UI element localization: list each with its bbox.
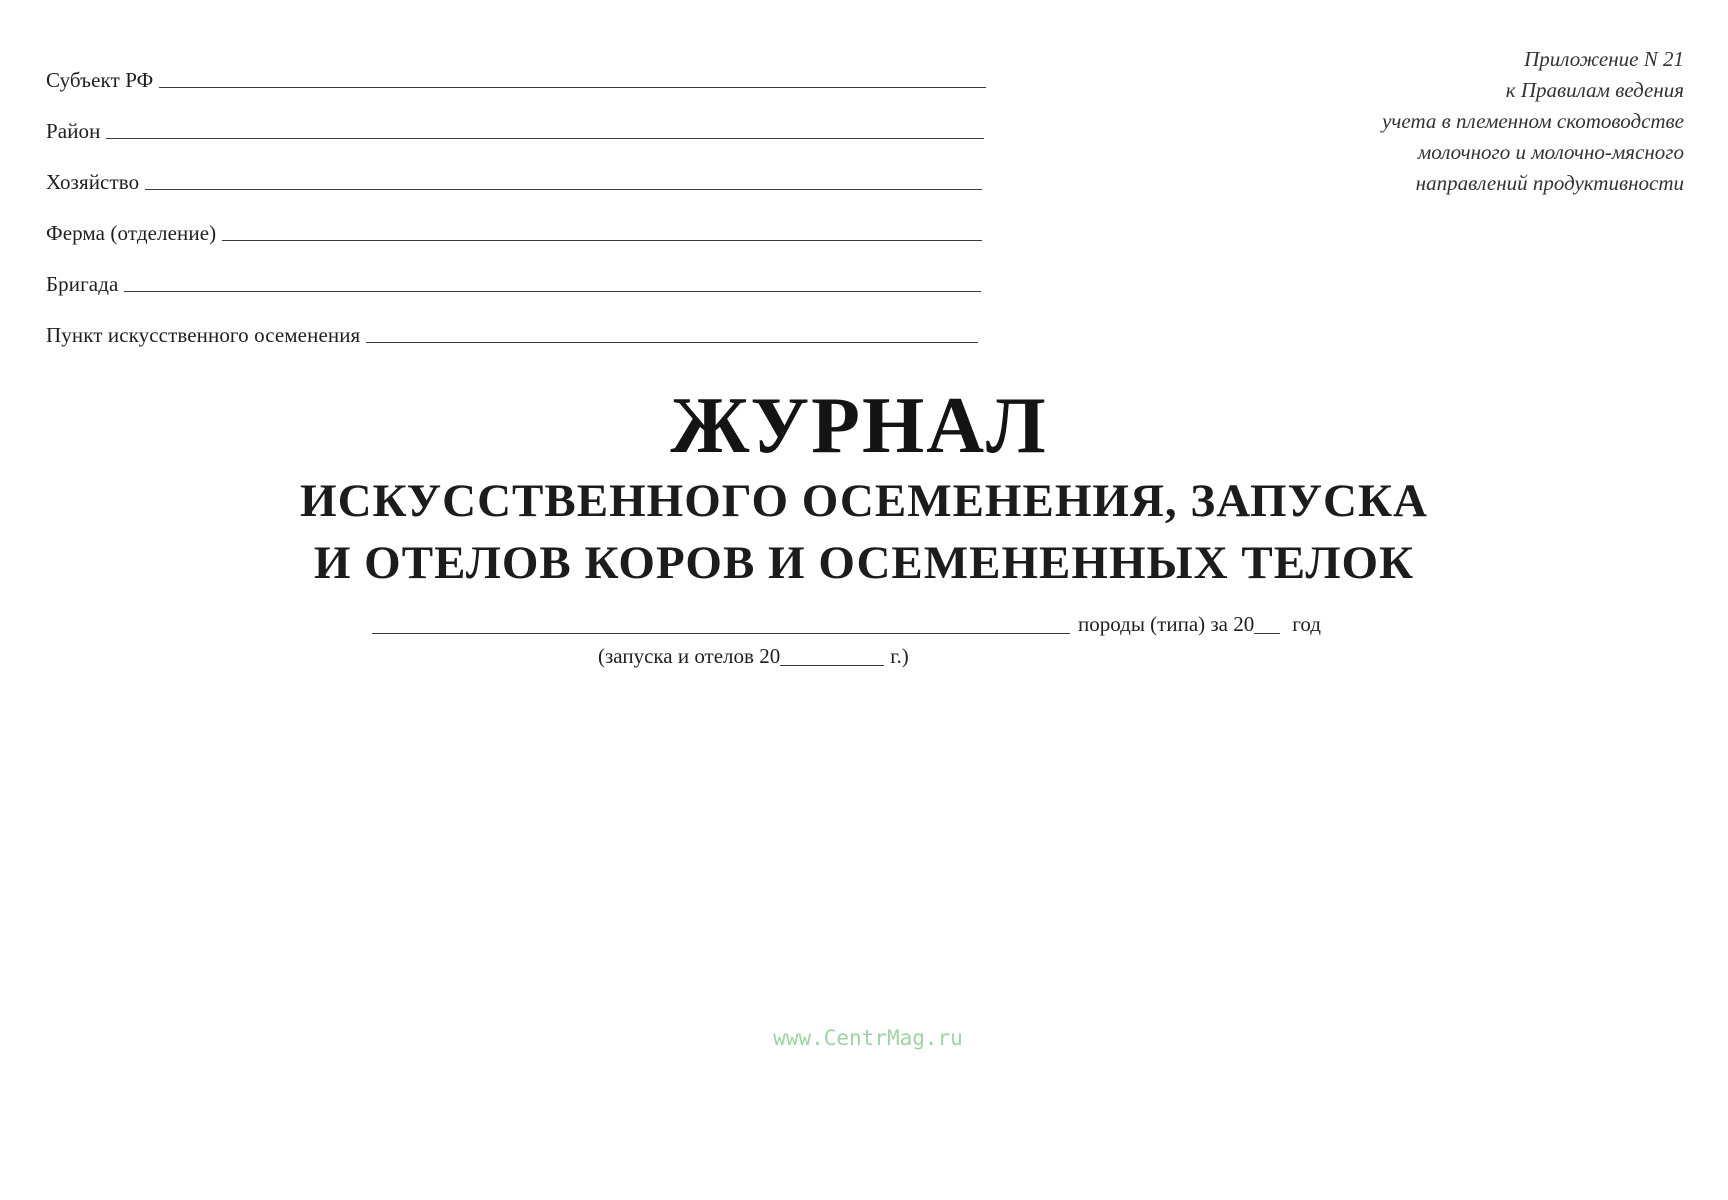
field-label-district: Район bbox=[46, 119, 101, 143]
field-subject bbox=[46, 40, 986, 91]
watermark: www.CentrMag.ru bbox=[773, 1026, 963, 1050]
field-farm bbox=[46, 142, 982, 193]
field-district bbox=[46, 91, 984, 142]
field-brigade bbox=[46, 244, 981, 295]
title-block bbox=[0, 383, 1728, 593]
appendix-line: направлений продуктивности bbox=[1415, 171, 1684, 195]
launch-year-blank[interactable] bbox=[780, 665, 884, 666]
breed-year-word: год bbox=[1292, 612, 1321, 636]
breed-text: породы (типа) за 20 bbox=[1078, 612, 1255, 636]
launch-line bbox=[598, 644, 909, 669]
appendix-line: к Правилам ведения bbox=[1505, 78, 1684, 102]
field-department bbox=[46, 193, 982, 244]
field-blank-subject[interactable] bbox=[159, 86, 986, 88]
field-blank-brigade[interactable] bbox=[124, 290, 981, 292]
field-blank-insemination-point[interactable] bbox=[366, 341, 978, 343]
field-label-department: Ферма (отделение) bbox=[46, 221, 217, 245]
field-label-subject: Субъект РФ bbox=[46, 68, 154, 92]
launch-year-suffix: г.) bbox=[890, 644, 909, 668]
field-insemination-point bbox=[46, 295, 978, 346]
breed-blank[interactable] bbox=[372, 633, 1070, 634]
appendix-note bbox=[1164, 44, 1684, 199]
appendix-line: молочного и молочно-мясного bbox=[1417, 140, 1684, 164]
field-label-farm: Хозяйство bbox=[46, 170, 140, 194]
field-blank-department[interactable] bbox=[222, 239, 982, 241]
field-blank-district[interactable] bbox=[106, 137, 984, 139]
page-subtitle-line-2: И ОТЕЛОВ КОРОВ И ОСЕМЕНЕННЫХ ТЕЛОК bbox=[313, 537, 1415, 589]
field-label-brigade: Бригада bbox=[46, 272, 119, 296]
header-fields bbox=[46, 40, 986, 346]
appendix-line: Приложение N 21 bbox=[1524, 47, 1684, 71]
year-blank[interactable] bbox=[1254, 633, 1280, 634]
field-blank-farm[interactable] bbox=[145, 188, 982, 190]
launch-text: (запуска и отелов 20 bbox=[598, 644, 781, 668]
field-label-insemination-point: Пункт искусственного осеменения bbox=[46, 323, 361, 347]
appendix-line: учета в племенном скотоводстве bbox=[1382, 109, 1684, 133]
page-title: ЖУРНАЛ bbox=[670, 382, 1048, 470]
page-subtitle-line-1: ИСКУССТВЕННОГО ОСЕМЕНЕНИЯ, ЗАПУСКА bbox=[300, 475, 1428, 527]
breed-line bbox=[372, 612, 1321, 637]
